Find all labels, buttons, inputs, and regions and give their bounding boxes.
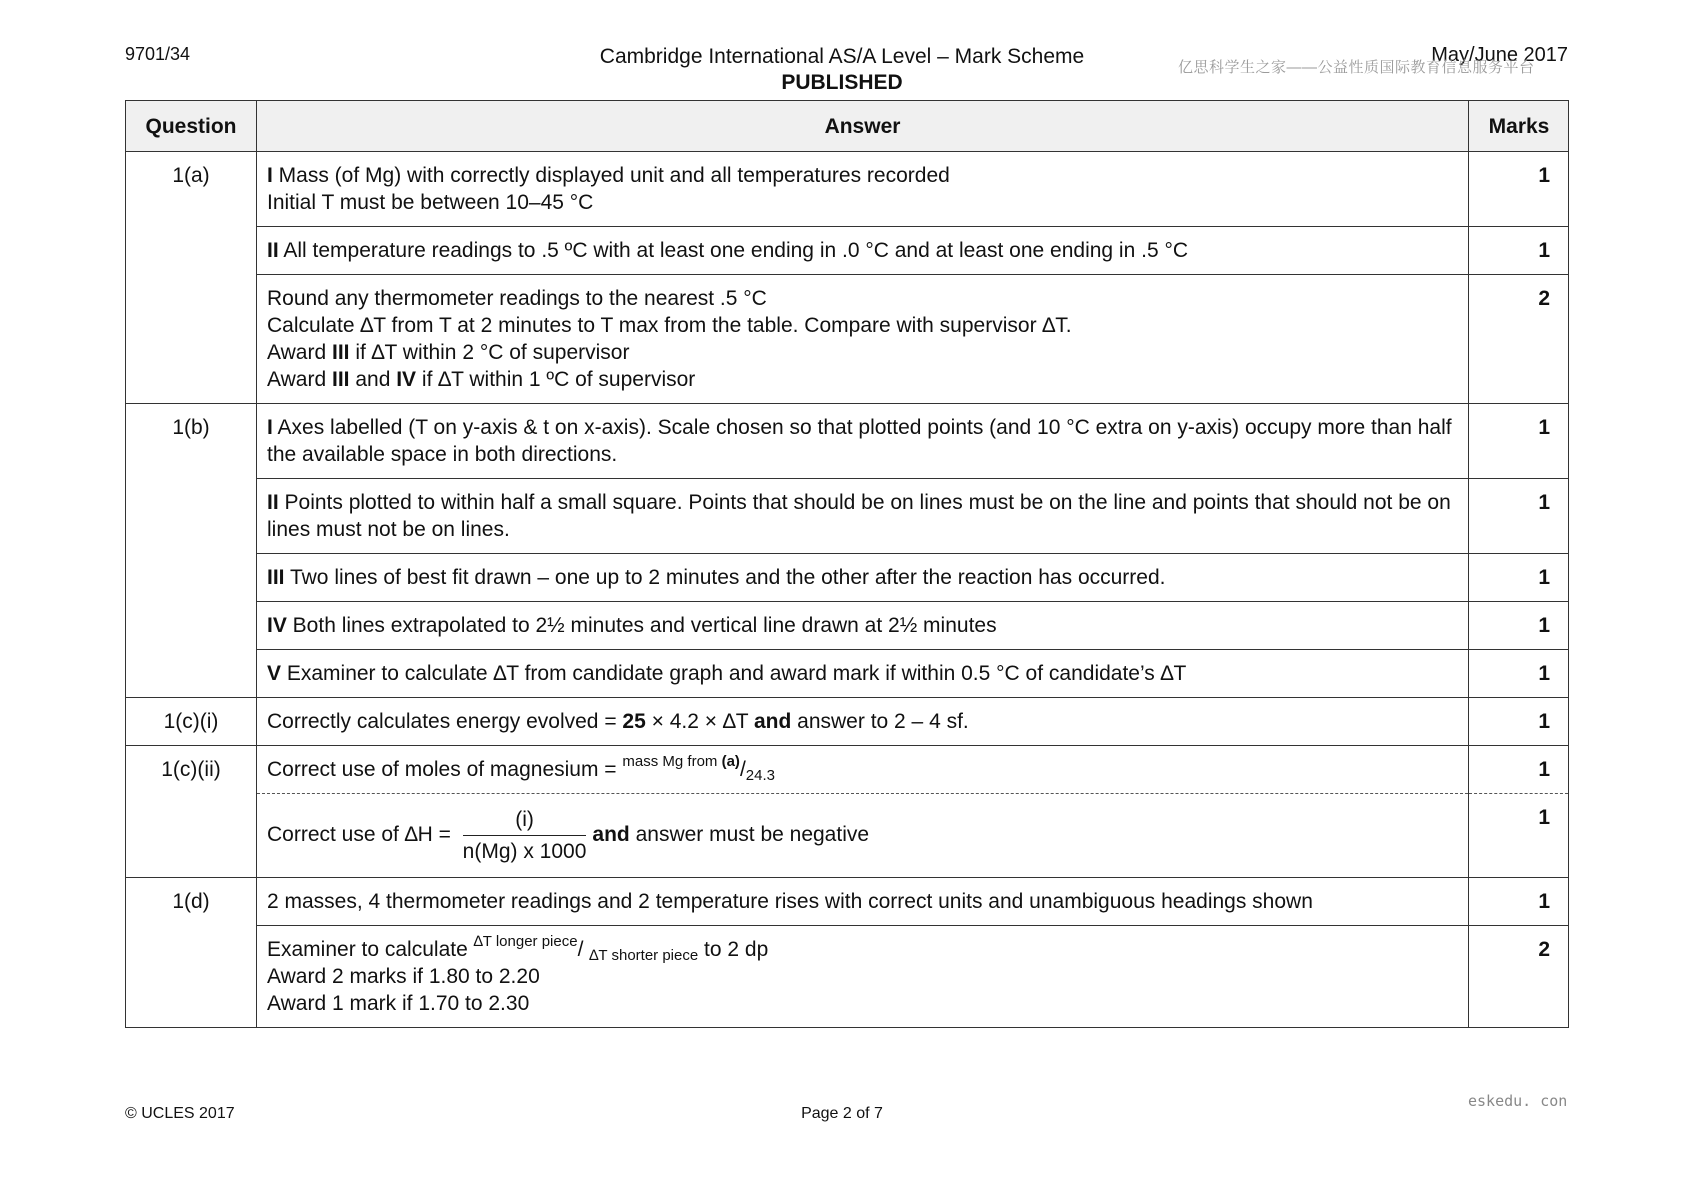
- table-row: [126, 275, 1569, 404]
- answer-cell: [257, 227, 1469, 275]
- marks-cell: 1: [1469, 554, 1569, 602]
- answer-text: Examiner to calculate ∆T from candidate graph and award mark if within 0.5 °C of candidate’s ∆T: [281, 662, 1187, 685]
- answer-cell: [257, 404, 1469, 479]
- bold-conjunction: and: [753, 710, 792, 733]
- criterion-label: III: [331, 341, 350, 364]
- marks-cell: 1: [1469, 602, 1569, 650]
- header-subtitle: PUBLISHED: [781, 71, 903, 94]
- criterion-label: III: [331, 368, 350, 391]
- answer-cell: [257, 746, 1469, 794]
- bold-value: 25: [622, 710, 646, 733]
- answer-text: Correct use of ∆H =: [267, 823, 457, 847]
- criterion-label: IV: [396, 368, 417, 391]
- answer-cell: [257, 554, 1469, 602]
- answer-text: Points plotted to within half a small square. Points that should be on lines must be on the line and points that should not be on lines must not be on lines.: [267, 491, 1451, 541]
- answer-text: Two lines of best fit drawn – one up to 2 minutes and the other after the reaction has occurred.: [284, 566, 1166, 589]
- answer-text: All temperature readings to .5 ºC with at least one ending in .0 °C and at least one ending in .5 °C: [278, 239, 1189, 262]
- table-header-row: [126, 101, 1569, 152]
- answer-cell: [257, 275, 1469, 404]
- watermark-text: 亿思科学生之家——公益性质国际教育信息服务平台: [1178, 59, 1535, 76]
- table-row: [126, 479, 1569, 554]
- copyright-notice: © UCLES 2017: [125, 1105, 235, 1122]
- answer-cell: [257, 602, 1469, 650]
- criterion-label: V: [267, 662, 282, 685]
- answer-cell: [257, 152, 1469, 227]
- marks-cell: 1: [1469, 746, 1569, 794]
- superscript-text: mass Mg from (a): [622, 753, 740, 770]
- answer-cell: [257, 650, 1469, 698]
- superscript-text: ∆T longer piece: [473, 933, 578, 950]
- marks-cell: 1: [1469, 878, 1569, 926]
- answer-cell: [257, 698, 1469, 746]
- question-number: 1(d): [126, 878, 257, 1028]
- answer-text: if ∆T within 2 °C of supervisor: [349, 341, 630, 364]
- table-row: [126, 878, 1569, 926]
- column-header-marks: Marks: [1469, 101, 1569, 152]
- page-number: Page 2 of 7: [801, 1105, 883, 1122]
- answer-text: Award 1 mark if 1.70 to 2.30: [267, 992, 530, 1015]
- answer-text: and: [349, 368, 397, 391]
- criterion-label: II: [267, 491, 279, 514]
- marks-cell: 1: [1469, 404, 1569, 479]
- table-row: [126, 926, 1569, 1028]
- fraction-numerator: (i): [463, 806, 587, 836]
- criterion-label: I: [267, 416, 273, 439]
- table-row: [126, 794, 1569, 878]
- table-row: [126, 650, 1569, 698]
- answer-text: × 4.2 × ∆T: [645, 710, 754, 733]
- column-header-question: Question: [126, 101, 257, 152]
- exam-session: May/June 2017: [1431, 44, 1568, 66]
- marks-cell: 2: [1469, 926, 1569, 1028]
- answer-text: Correctly calculates energy evolved =: [267, 710, 623, 733]
- question-number: 1(a): [126, 152, 257, 404]
- marks-cell: 1: [1469, 698, 1569, 746]
- fraction: [463, 806, 587, 865]
- marks-cell: 2: [1469, 275, 1569, 404]
- answer-text: Correct use of moles of magnesium =: [267, 758, 623, 781]
- marks-cell: 1: [1469, 152, 1569, 227]
- paper-code: 9701/34: [125, 44, 191, 64]
- answer-text: Examiner to calculate: [267, 938, 474, 961]
- answer-text: Award 2 marks if 1.80 to 2.20: [267, 965, 540, 988]
- answer-cell: [257, 926, 1469, 1028]
- bold-conjunction: and: [592, 823, 630, 847]
- table-row: [126, 602, 1569, 650]
- question-number: 1(b): [126, 404, 257, 698]
- answer-text: Round any thermometer readings to the nearest .5 °C: [267, 287, 767, 310]
- marks-cell: 1: [1469, 794, 1569, 878]
- question-number: 1(c)(ii): [126, 746, 257, 878]
- fraction-denominator: n(Mg) x 1000: [462, 840, 587, 863]
- criterion-label: III: [267, 566, 285, 589]
- criterion-label: I: [267, 164, 273, 187]
- answer-text: if ∆T within 1 ºC of supervisor: [416, 368, 696, 391]
- answer-text: Axes labelled (T on y-axis & t on x-axis). Scale chosen so that plotted points (and 10 °C extra on y-axis) occupy more than half the available space in both directions.: [267, 416, 1452, 466]
- marks-cell: 1: [1469, 650, 1569, 698]
- answer-text: Award: [267, 341, 332, 364]
- answer-text: answer must be negative: [629, 823, 870, 847]
- question-number: 1(c)(i): [126, 698, 257, 746]
- column-header-answer: Answer: [257, 101, 1469, 152]
- table-row: [126, 227, 1569, 275]
- answer-text: Both lines extrapolated to 2½ minutes and vertical line drawn at 2½ minutes: [286, 614, 997, 637]
- subscript-text: 24.3: [745, 767, 775, 784]
- fraction-slash: /: [739, 758, 746, 781]
- header-title: Cambridge International AS/A Level – Mark Scheme: [599, 45, 1085, 68]
- table-row: [126, 746, 1569, 794]
- marks-cell: 1: [1469, 479, 1569, 554]
- answer-text: Calculate ∆T from T at 2 minutes to T max from the table. Compare with supervisor ∆T.: [267, 314, 1072, 337]
- answer-text: Award: [267, 368, 332, 391]
- marks-cell: 1: [1469, 227, 1569, 275]
- answer-text: Initial T must be between 10–45 °C: [267, 191, 594, 214]
- table-row: [126, 152, 1569, 227]
- answer-text: Mass (of Mg) with correctly displayed unit and all temperatures recorded: [272, 164, 950, 187]
- table-row: [126, 554, 1569, 602]
- fraction-slash: /: [577, 938, 590, 961]
- mark-scheme-table: [125, 100, 1569, 1028]
- answer-cell: [257, 794, 1469, 878]
- table-row: [126, 404, 1569, 479]
- subscript-text: ∆T shorter piece: [589, 947, 699, 964]
- table-row: [126, 698, 1569, 746]
- site-watermark: eskedu. con: [1468, 1092, 1568, 1110]
- answer-cell: [257, 479, 1469, 554]
- criterion-label: II: [267, 239, 279, 262]
- criterion-label: IV: [267, 614, 287, 637]
- answer-cell: 2 masses, 4 thermometer readings and 2 temperature rises with correct units and unambiguous headings shown: [257, 878, 1469, 926]
- answer-text: to 2 dp: [698, 938, 769, 961]
- answer-text: answer to 2 – 4 sf.: [791, 710, 969, 733]
